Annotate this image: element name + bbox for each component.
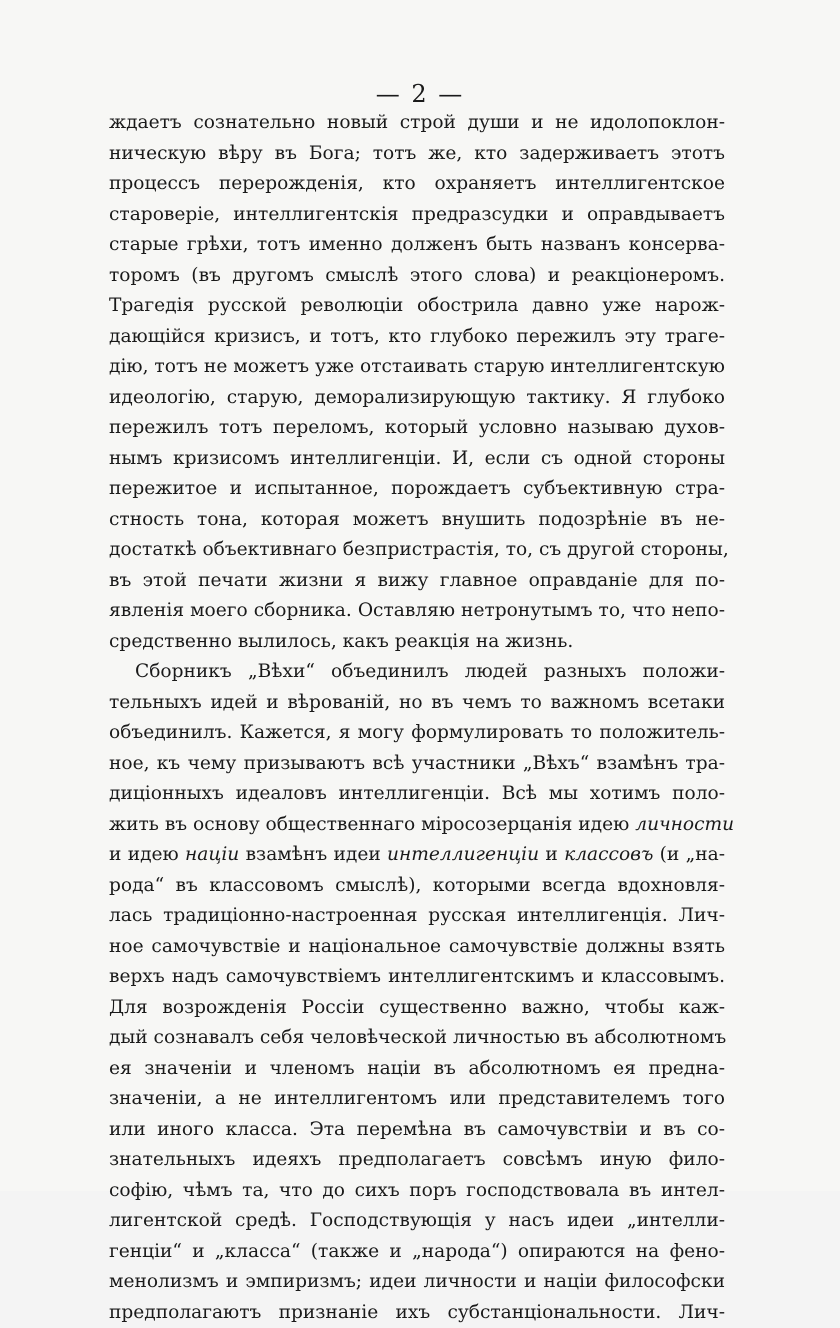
text-line: значеніи, а не интеллигентомъ или представителемъ того	[109, 1084, 725, 1115]
text-line: жить въ основу общественнаго міросозерцанія идею личности	[109, 810, 725, 841]
text-line: знательныхъ идеяхъ предполагаетъ совсѣмъ иную фило-	[109, 1145, 725, 1176]
text-line: рода“ въ классовомъ смыслѣ), которыми всегда вдохновля-	[109, 871, 725, 902]
text-line: менолизмъ и эмпиризмъ; идеи личности и націи философски	[109, 1267, 725, 1298]
text-line: верхъ надъ самочувствіемъ интеллигентскимъ и классовымъ.	[109, 962, 725, 993]
text-line: ное самочувствіе и національное самочувствіе должны взять	[109, 932, 725, 963]
text-line: дію, тотъ не можетъ уже отстаивать старую интеллигентскую	[109, 352, 725, 383]
text-line: диціонныхъ идеаловъ интеллигенціи. Всѣ мы хотимъ поло-	[109, 779, 725, 810]
text-line: лась традиціонно-настроенная русская интеллигенція. Лич-	[109, 901, 725, 932]
text-line: или иного класса. Эта перемѣна въ самочувствіи и въ со-	[109, 1115, 725, 1146]
text-line: достаткѣ объективнаго безпристрастія, то, съ другой стороны,	[109, 535, 725, 566]
text-line: пережитое и испытанное, порождаетъ субъективную стра-	[109, 474, 725, 505]
text-line: средственно вылилось, какъ реакція на жизнь.	[109, 627, 725, 658]
text-line: въ этой печати жизни я вижу главное оправданіе для по-	[109, 566, 725, 597]
text-line: ническую вѣру въ Бога; тотъ же, кто задерживаетъ этотъ	[109, 139, 725, 170]
text-line: дый сознавалъ себя человѣческой личностью въ абсолютномъ	[109, 1023, 725, 1054]
text-line: нымъ кризисомъ интеллигенціи. И, если съ одной стороны	[109, 444, 725, 475]
text-line: Трагедія русской революціи обострила давно уже нарож-	[109, 291, 725, 322]
text-line: пережилъ тотъ переломъ, который условно называю духов-	[109, 413, 725, 444]
text-line: ея значеніи и членомъ націи въ абсолютномъ ея предна-	[109, 1054, 725, 1085]
text-line: софію, чѣмъ та, что до сихъ поръ господствовала въ интел-	[109, 1176, 725, 1207]
text-line: тельныхъ идей и вѣрованій, но въ чемъ то важномъ всетаки	[109, 688, 725, 719]
text-line: явленія моего сборника. Оставляю нетронутымъ то, что непо-	[109, 596, 725, 627]
text-line: староверіе, интеллигентскія предразсудки и оправдываетъ	[109, 200, 725, 231]
page-number: — 2 —	[0, 80, 840, 108]
text-line: торомъ (въ другомъ смыслѣ этого слова) и реакціонеромъ.	[109, 261, 725, 292]
text-line: ждаетъ сознательно новый строй души и не идолопоклон-	[109, 108, 725, 139]
text-line: Сборникъ „Вѣхи“ объединилъ людей разныхъ положи-	[109, 657, 725, 688]
text-line: ное, къ чему призываютъ всѣ участники „Вѣхъ“ взамѣнъ тра-	[109, 749, 725, 780]
text-line: идеологію, старую, деморализирующую тактику. Я глубоко	[109, 383, 725, 414]
text-line: Для возрожденія Россіи существенно важно, чтобы каж-	[109, 993, 725, 1024]
text-line: генціи“ и „класса“ (также и „народа“) опираются на фено-	[109, 1237, 725, 1268]
text-line: дающійся кризисъ, и тотъ, кто глубоко пережилъ эту траге-	[109, 322, 725, 353]
text-line: объединилъ. Кажется, я могу формулировать то положитель-	[109, 718, 725, 749]
text-line: старые грѣхи, тотъ именно долженъ быть названъ консерва-	[109, 230, 725, 261]
text-line: процессъ перерожденія, кто охраняетъ интеллигентское	[109, 169, 725, 200]
body-text	[109, 108, 725, 1328]
text-line: предполагаютъ признаніе ихъ субстанціональности. Лич-	[109, 1298, 725, 1328]
text-line: лигентской средѣ. Господствующія у насъ идеи „интелли-	[109, 1206, 725, 1237]
text-line: и идею націи взамѣнъ идеи интеллигенціи и классовъ (и „на-	[109, 840, 725, 871]
text-line: стность тона, которая можетъ внушить подозрѣніе въ не-	[109, 505, 725, 536]
